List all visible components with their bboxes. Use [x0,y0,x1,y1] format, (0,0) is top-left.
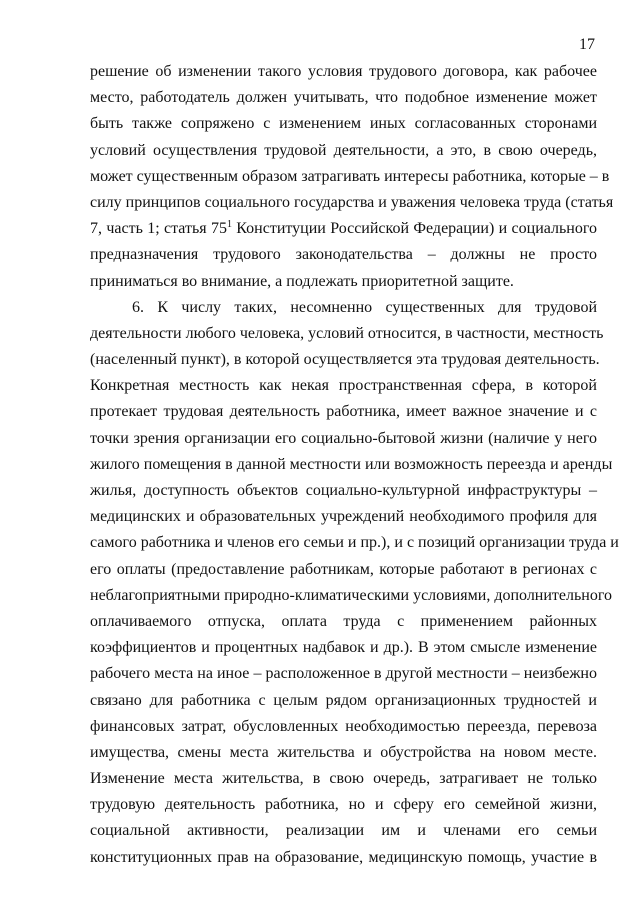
text-line: жилого помещения в данной местности или возможность переезда и аренды [90,455,613,473]
text-line: связано для работника с целым рядом организационных трудностей и [90,691,597,709]
text-line: жилья, доступность объектов социально-культурной инфраструктуры – [90,482,597,499]
text-line-with-footnote [90,216,597,242]
text-fragment: Конституции Российской Федерации) и социального [231,220,598,238]
text-line: приниматься во внимание, а подлежать приоритетной защите. [90,272,514,290]
text-line: условий осуществления трудовой деятельности, а это, в свою очередь, [90,141,597,159]
text-line: Конкретная местность как некая пространственная сфера, в которой [90,377,597,395]
text-line: место, работодатель должен учитывать, что подобное изменение может [90,89,597,107]
text-line: конституционных прав на образование, медицинскую помощь, участие в [90,848,597,866]
text-line: его оплаты (предоставление работникам, которые работают в регионах с [90,560,597,578]
paragraph-6 [90,295,619,871]
text-line: Изменение места жительства, в свою очередь, затрагивает не только [90,770,597,788]
text-line: финансовых затрат, обусловленных необходимостью переезда, перевоза [90,717,597,735]
text-line: рабочего места на иное – расположенное в другой местности – неизбежно [90,665,597,683]
text-line: коэффициентов и процентных надбавок и др.). В этом смысле изменение [90,639,597,657]
text-line: 6. К числу таких, несомненно существенных для трудовой [132,298,597,316]
text-line: неблагоприятными природно-климатическими условиями, дополнительного [90,586,613,604]
document-body [90,59,619,871]
text-line: протекает трудовая деятельность работника, имеет важное значение и с [90,403,597,421]
text-line: решение об изменении такого условия трудового договора, как рабочее [90,63,597,80]
text-line: оплачиваемого отпуска, оплата труда с применением районных [90,612,597,630]
page-number: 17 [579,36,595,53]
text-line: самого работника и членов его семьи и пр.), и с позиций организации труда и [90,534,619,552]
text-line: может существенным образом затрагивать интересы работника, которые – в [90,167,610,185]
text-line: предназначения трудового законодательства – должны не просто [90,246,597,264]
text-line: трудовую деятельность работника, но и сферу его семейной жизни, [90,796,597,814]
text-line: (населенный пункт), в которой осуществляется эта трудовая деятельность. [90,351,600,369]
text-line: точки зрения организации его социально-бытовой жизни (наличие у него [90,429,597,447]
text-line: социальной активности, реализации им и членами его семьи [90,822,597,840]
text-line: силу принципов социального государства и уважения человека труда (статья [90,193,614,211]
text-line: медицинских и образовательных учреждений необходимого профиля для [90,508,597,526]
superscript-one: 1 [226,219,232,231]
text-line: деятельности любого человека, условий относится, в частности, местность [90,324,604,342]
text-fragment: 7, часть 1; статья 75 [90,220,227,238]
paragraph-5-continuation [90,59,614,295]
text-line: быть также сопряжено с изменением иных согласованных сторонами [90,115,597,133]
text-line: имущества, смены места жительства и обустройства на новом месте. [90,743,597,761]
